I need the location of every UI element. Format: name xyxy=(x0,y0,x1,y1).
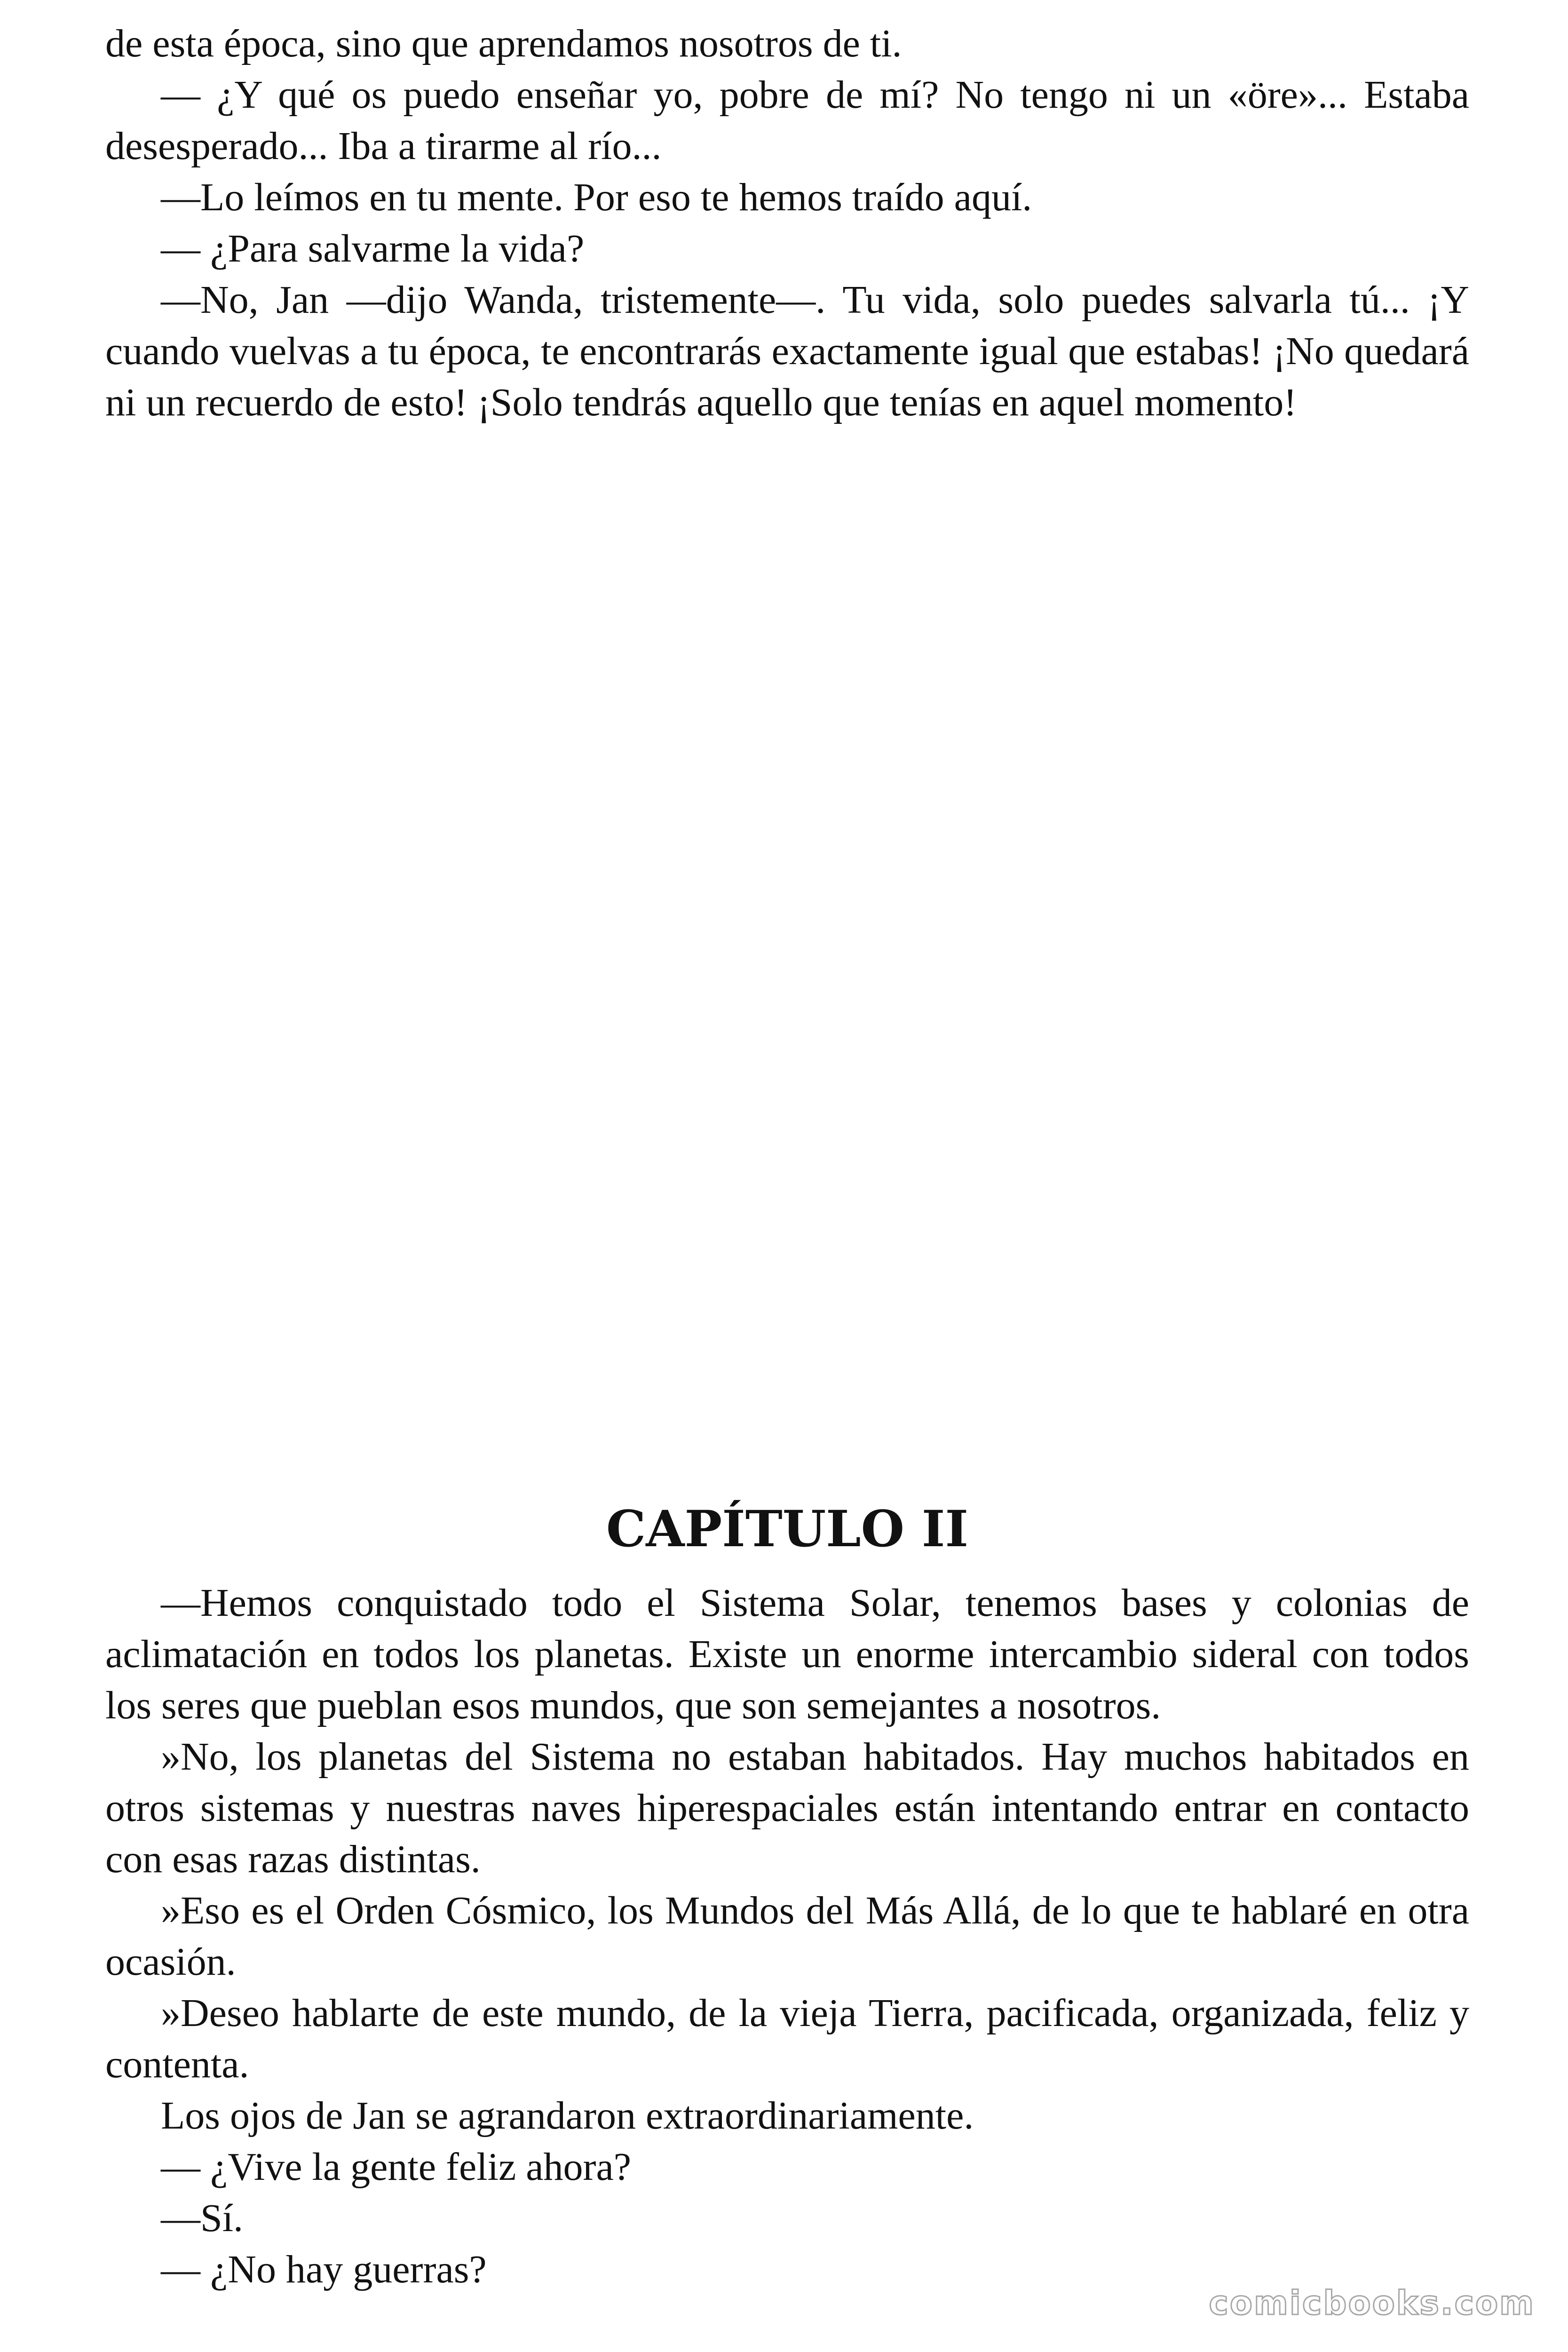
paragraph: »No, los planetas del Sistema no estaban habitados. Hay muchos habitados en otros sistemas y nuestras naves hiperespaciales están intentando entrar en contacto con esas razas distintas. xyxy=(105,1735,1469,1881)
chapter-title: CAPÍTULO II xyxy=(606,1499,969,1558)
paragraph: — ¿Para salvarme la vida? xyxy=(161,227,585,270)
paragraph: —Hemos conquistado todo el Sistema Solar, tenemos bases y colonias de aclimatación en todos los planetas. Existe un enorme intercambio sideral con todos los seres que pueblan esos mundos, que son semejantes a nosotros. xyxy=(105,1581,1469,1727)
paragraph: —No, Jan —dijo Wanda, tristemente—. Tu vida, solo puedes salvarla tú... ¡Y cuando vuelvas a tu época, te encontrarás exactamente igual que estabas! ¡No quedará ni un recuerdo de esto! ¡Solo tendrás aquello que tenías en aquel momento! xyxy=(105,278,1469,424)
text-block-chapter xyxy=(105,1577,1469,2295)
watermark: comicbooks.com xyxy=(1209,2284,1535,2322)
text-block-top xyxy=(105,18,1469,428)
paragraph: »Eso es el Orden Cósmico, los Mundos del Más Allá, de lo que te hablaré en otra ocasión. xyxy=(105,1889,1469,1984)
paragraph: — ¿Vive la gente feliz ahora? xyxy=(161,2145,632,2189)
paragraph: de esta época, sino que aprendamos nosotros de ti. xyxy=(105,22,902,65)
paragraph: — ¿No hay guerras? xyxy=(161,2248,487,2291)
paragraph: — ¿Y qué os puedo enseñar yo, pobre de mí? No tengo ni un «öre»... Estaba desesperado... Iba a tirarme al río... xyxy=(105,73,1469,168)
paragraph: —Sí. xyxy=(161,2196,244,2240)
paragraph: —Lo leímos en tu mente. Por eso te hemos traído aquí. xyxy=(161,175,1032,219)
paragraph: »Deseo hablarte de este mundo, de la vieja Tierra, pacificada, organizada, feliz y contenta. xyxy=(105,1991,1469,2086)
paragraph: Los ojos de Jan se agrandaron extraordinariamente. xyxy=(161,2094,974,2137)
